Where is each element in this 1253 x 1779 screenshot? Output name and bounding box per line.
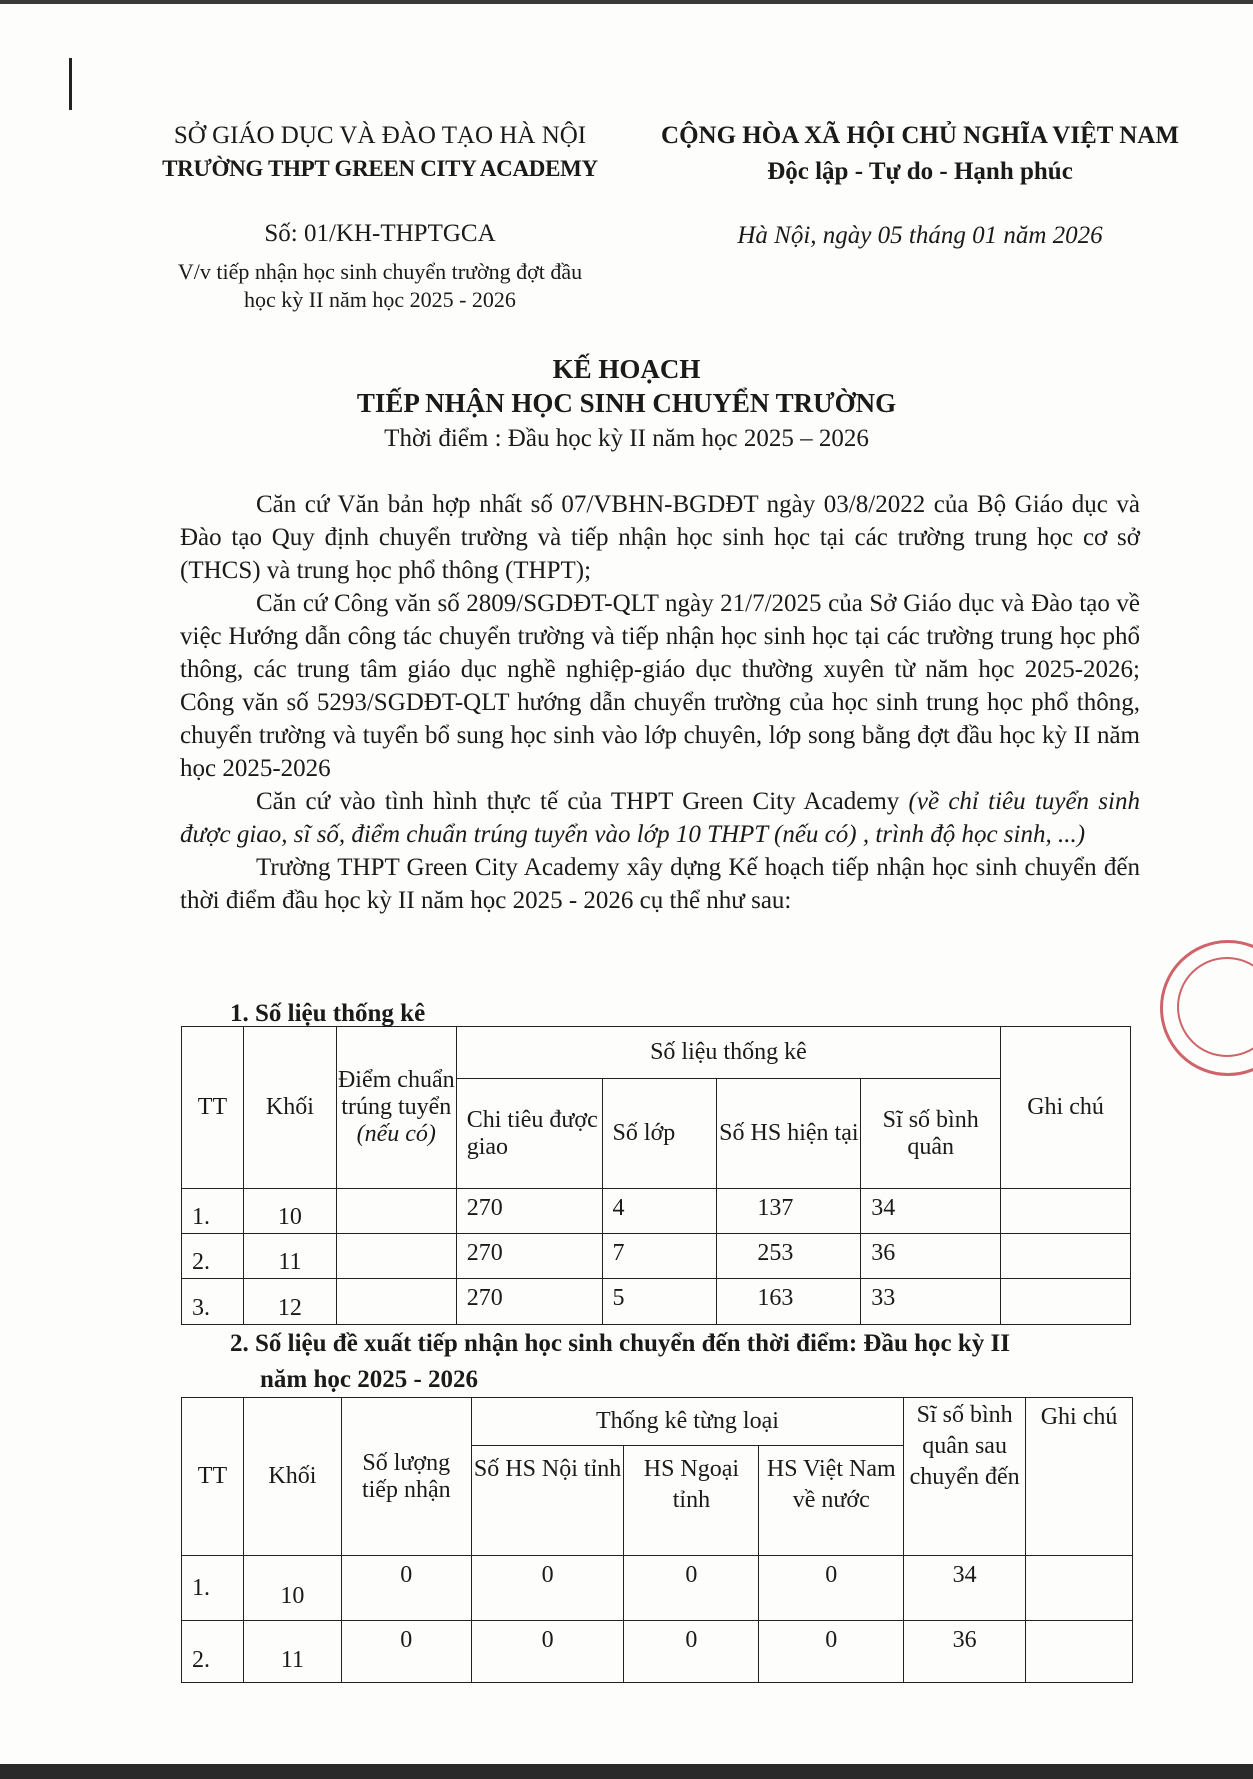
scan-top-edge — [0, 0, 1253, 4]
paragraph-3-italic: (về chỉ tiêu tuyển sinh được giao, sĩ số, điểm chuẩn trúng tuyển vào lớp 10 THPT (nếu có) , trình độ học sinh, ...) — [180, 788, 1140, 848]
document-body — [180, 488, 1140, 917]
scan-bottom-edge — [0, 1764, 1253, 1779]
cell-viet-nam: 0 — [759, 1621, 904, 1683]
cell-tt: 1. — [182, 1556, 244, 1621]
document-number: Số: 01/KH-THPTGCA — [264, 220, 496, 247]
cell-so-lop: 5 — [602, 1279, 717, 1325]
cell-noi-tinh: 0 — [471, 1556, 624, 1621]
subject-line-1: V/v tiếp nhận học sinh chuyển trường đợt đầu — [177, 259, 583, 284]
th-si-so-sau: Sĩ số bình quân sau chuyển đến — [904, 1398, 1026, 1556]
national-title: CỘNG HÒA XÃ HỘI CHỦ NGHĨA VIỆT NAM — [661, 122, 1179, 149]
th-chi-tieu: Chi tiêu được giao — [456, 1079, 602, 1189]
cell-si-so: 36 — [904, 1621, 1026, 1683]
th-noi-tinh: Số HS Nội tỉnh — [471, 1446, 624, 1556]
statistics-table — [181, 1026, 1131, 1325]
th-tt: TT — [182, 1027, 244, 1189]
th-so-luong: Số lượng tiếp nhận — [341, 1398, 471, 1556]
cell-viet-nam: 0 — [759, 1556, 904, 1621]
th-si-so: Sĩ số bình quân — [861, 1079, 1001, 1189]
cell-chi-tieu: 270 — [456, 1189, 602, 1234]
cell-ngoai-tinh: 0 — [624, 1621, 759, 1683]
cell-so-hs: 163 — [717, 1279, 861, 1325]
school-seal-inner — [1177, 957, 1253, 1057]
th-khoi: Khối — [243, 1398, 341, 1556]
th-diem-chuan-note: (nếu có) — [356, 1121, 436, 1147]
national-motto: Độc lập - Tự do - Hạnh phúc — [767, 158, 1073, 185]
cell-si-so: 33 — [861, 1279, 1001, 1325]
cell-tt: 2. — [182, 1234, 244, 1279]
school-seal — [1160, 940, 1253, 1076]
paragraph-3 — [180, 785, 1140, 851]
cell-ghi-chu — [1001, 1279, 1131, 1325]
cell-chi-tieu: 270 — [456, 1279, 602, 1325]
table-row — [182, 1279, 1131, 1325]
cell-ghi-chu — [1001, 1189, 1131, 1234]
paragraph-3-text: Căn cứ vào tình hình thực tế của THPT Green City Academy — [256, 788, 909, 815]
th-viet-nam: HS Việt Nam về nước — [759, 1446, 904, 1556]
cell-ghi-chu — [1026, 1621, 1133, 1683]
cell-tt: 3. — [182, 1279, 244, 1325]
cell-diem — [336, 1279, 456, 1325]
school-name: TRƯỜNG THPT GREEN CITY ACADEMY — [162, 156, 598, 181]
paragraph-2: Căn cứ Công văn số 2809/SGDĐT-QLT ngày 21/7/2025 của Sở Giáo dục và Đào tạo về việc Hướng dẫn công tác chuyển trường và tiếp nhận học sinh học tại các trường trung học phổ thông, các trung tâm giáo dục nghề nghiệp-giáo dục thường xuyên từ năm học 2025-2026; Công văn số 5293/SGDĐT-QLT hướng dẫn chuyển trường của học sinh trung học phổ thông, chuyển trường và tuyển bổ sung học sinh vào lớp chuyên, lớp song bằng đợt đầu học kỳ II năm học 2025-2026 — [180, 590, 1140, 782]
cell-khoi: 10 — [243, 1189, 336, 1234]
paragraph-4: Trường THPT Green City Academy xây dựng Kế hoạch tiếp nhận học sinh chuyển đến thời điểm đầu học kỳ II năm học 2025 - 2026 cụ thể như sau: — [180, 854, 1140, 914]
cell-so-lop: 4 — [602, 1189, 717, 1234]
cell-si-so: 34 — [861, 1189, 1001, 1234]
cell-so-luong: 0 — [341, 1556, 471, 1621]
section-2-title-cont: năm học 2025 - 2026 — [260, 1366, 479, 1393]
cell-si-so: 36 — [861, 1234, 1001, 1279]
cell-so-luong: 0 — [341, 1621, 471, 1683]
th-ghi-chu: Ghi chú — [1026, 1398, 1133, 1556]
cell-diem — [336, 1189, 456, 1234]
th-group-statistics: Số liệu thống kê — [456, 1027, 1000, 1079]
subject-line-2: học kỳ II năm học 2025 - 2026 — [244, 287, 516, 312]
scan-mark — [69, 58, 72, 110]
plan-timing: Thời điểm : Đầu học kỳ II năm học 2025 – 2026 — [384, 425, 869, 452]
th-tt: TT — [182, 1398, 244, 1556]
cell-khoi: 11 — [243, 1621, 341, 1683]
ministry-name: SỞ GIÁO DỤC VÀ ĐÀO TẠO HÀ NỘI — [173, 122, 587, 149]
cell-khoi: 11 — [243, 1234, 336, 1279]
th-khoi: Khối — [243, 1027, 336, 1189]
cell-so-hs: 253 — [717, 1234, 861, 1279]
section-2-title: 2. Số liệu đề xuất tiếp nhận học sinh chuyển đến thời điểm: Đầu học kỳ II — [230, 1330, 1010, 1357]
th-ghi-chu: Ghi chú — [1001, 1027, 1131, 1189]
th-so-lop: Số lớp — [602, 1079, 717, 1189]
table-row — [182, 1621, 1133, 1683]
cell-so-lop: 7 — [602, 1234, 717, 1279]
cell-khoi: 12 — [243, 1279, 336, 1325]
th-so-hs: Số HS hiện tại — [717, 1079, 861, 1189]
proposal-table — [181, 1397, 1133, 1683]
cell-khoi: 10 — [243, 1556, 341, 1621]
cell-si-so: 34 — [904, 1556, 1026, 1621]
cell-ghi-chu — [1026, 1556, 1133, 1621]
cell-ghi-chu — [1001, 1234, 1131, 1279]
section-1-title: 1. Số liệu thống kê — [230, 1000, 426, 1027]
table-row — [182, 1234, 1131, 1279]
cell-tt: 2. — [182, 1621, 244, 1683]
th-diem-chuan — [336, 1027, 456, 1189]
cell-ngoai-tinh: 0 — [624, 1556, 759, 1621]
th-group-types: Thống kê từng loại — [471, 1398, 903, 1446]
th-ngoai-tinh: HS Ngoại tỉnh — [624, 1446, 759, 1556]
table-row — [182, 1556, 1133, 1621]
document-date: Hà Nội, ngày 05 tháng 01 năm 2026 — [737, 222, 1103, 249]
plan-title: KẾ HOẠCH — [552, 354, 701, 384]
cell-chi-tieu: 270 — [456, 1234, 602, 1279]
cell-tt: 1. — [182, 1189, 244, 1234]
table-row — [182, 1189, 1131, 1234]
cell-so-hs: 137 — [717, 1189, 861, 1234]
paragraph-1: Căn cứ Văn bản hợp nhất số 07/VBHN-BGDĐT ngày 03/8/2022 của Bộ Giáo dục và Đào tạo Quy định chuyển trường và tiếp nhận học sinh học tại các trường trung học cơ sở (THCS) và trung học phổ thông (THPT); — [180, 491, 1140, 584]
plan-subtitle: TIẾP NHẬN HỌC SINH CHUYỂN TRƯỜNG — [356, 388, 897, 418]
cell-diem — [336, 1234, 456, 1279]
th-diem-chuan-text: Điểm chuẩn trúng tuyển — [337, 1067, 455, 1120]
cell-noi-tinh: 0 — [471, 1621, 624, 1683]
document-subject — [130, 258, 630, 314]
